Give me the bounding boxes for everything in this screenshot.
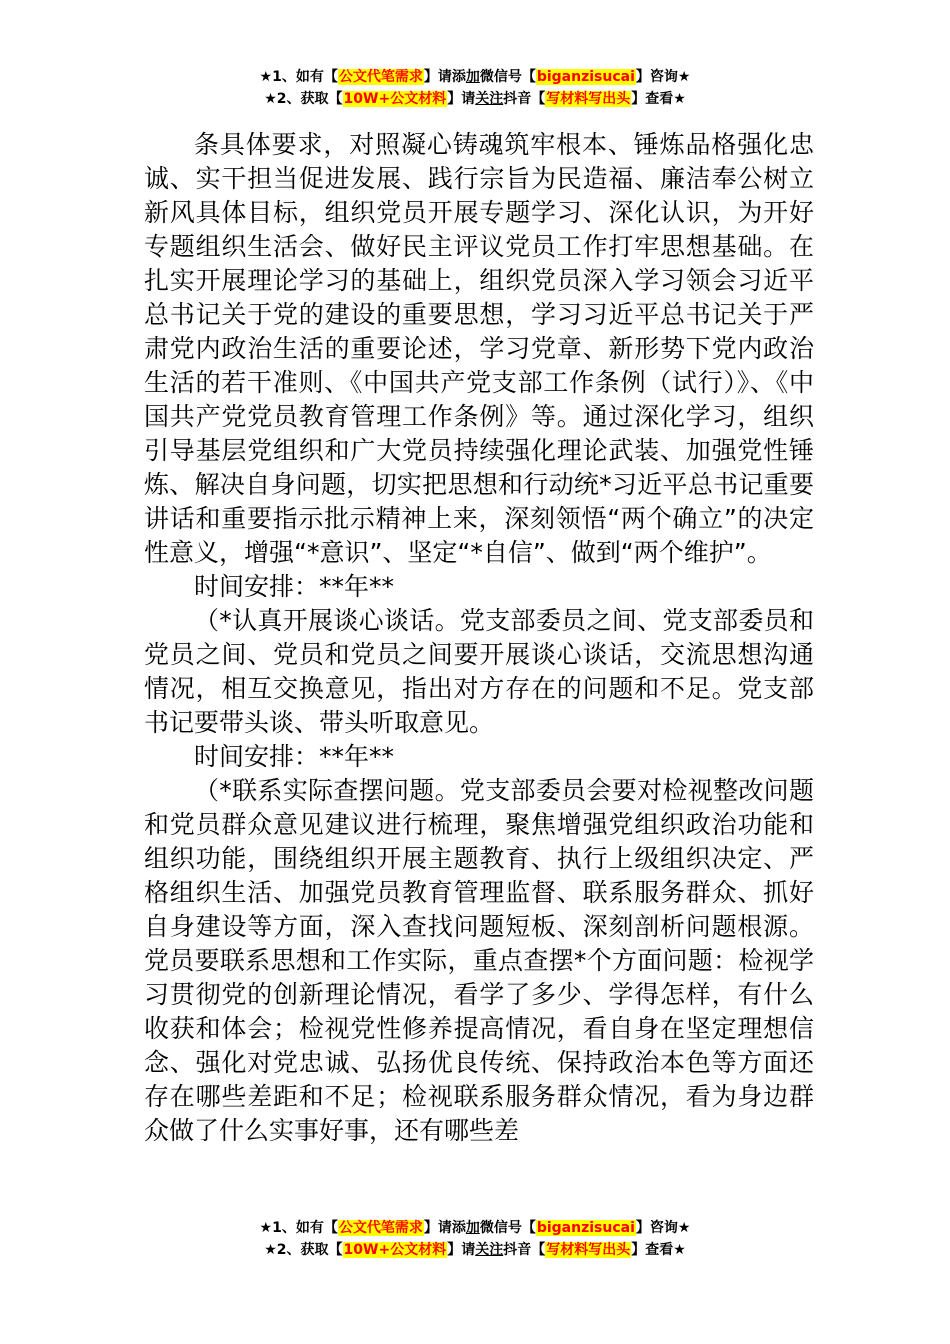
banner-text: 2、获取【 [276, 1242, 343, 1258]
banner-text: 】请 [447, 91, 476, 107]
paragraph-heart-to-heart-talks: （*认真开展谈心谈话。党支部委员之间、党支部委员和党员之间、党员和党员之间要开展谈心谈话，交流思想沟通情况，相互交换意见，指出对方存在的问题和不足。党支部书记要带头谈、带头听取意见。 [144, 606, 814, 737]
footer-banner [0, 1217, 950, 1261]
banner-text: 】查看★ [631, 91, 686, 107]
star-icon: ★ [264, 91, 277, 107]
paragraph-schedule-2: 时间安排：**年** [194, 742, 395, 771]
banner-text: 】请添 [423, 1220, 466, 1236]
paragraph-schedule-1: 时间安排：**年** [194, 572, 395, 601]
banner-text: 微信号【 [479, 69, 536, 85]
banner-text: 】请 [447, 1242, 476, 1258]
banner-text: 抖音【 [503, 1242, 546, 1258]
header-banner [0, 66, 950, 110]
wechat-id: biganzisucai [536, 69, 635, 85]
banner-text: 】咨询★ [635, 1220, 691, 1236]
banner-text: 1、如有【 [272, 69, 338, 85]
douyin-account: 写材料写出头 [546, 1242, 631, 1258]
wechat-id: biganzisucai [536, 1220, 635, 1236]
star-icon: ★ [264, 1242, 277, 1258]
underlined-text: 关注 [475, 1242, 504, 1258]
banner-text: 抖音【 [503, 91, 546, 107]
banner-text: 】咨询★ [635, 69, 691, 85]
banner-line-2 [0, 1239, 950, 1261]
banner-text: 】请添 [423, 69, 466, 85]
banner-text: 1、如有【 [272, 1220, 338, 1236]
banner-text: 微信号【 [479, 1220, 536, 1236]
highlight-text: 10W+公文材料 [343, 1242, 447, 1258]
underlined-text: 关注 [475, 91, 504, 107]
paragraph-study-requirements: 条具体要求，对照凝心铸魂筑牢根本、锤炼品格强化忠诚、实干担当促进发展、践行宗旨为民造福、廉洁奉公树立新风具体目标，组织党员开展专题学习、深化认识，为开好专题组织生活会、做好民主评议党员工作打牢思想基础。在扎实开展理论学习的基础上，组织党员深入学习领会习近平总书记关于党的建设的重要思想，学习习近平总书记关于严肃党内政治生活的重要论述，学习党章、新形势下党内政治生活的若干准则、《中国共产党支部工作条例（试行）》、《中国共产党党员教育管理工作条例》等。通过深化学习，组织引导基层党组织和广大党员持续强化理论武装、加强党性锤炼、解决自身问题，切实把思想和行动统*习近平总书记重要讲话和重要指示批示精神上来，深刻领悟“两个确立”的决定性意义，增强“*意识”、坚定“*自信”、做到“两个维护”。 [144, 130, 814, 567]
underlined-text: 加 [465, 1220, 480, 1236]
highlight-text: 公文代笔需求 [338, 1220, 423, 1236]
paragraph-problem-check: （*联系实际查摆问题。党支部委员会要对检视整改问题和党员群众意见建议进行梳理，聚焦增强党组织政治功能和组织功能，围绕组织开展主题教育、执行上级组织决定、严格组织生活、加强党员教育管理监督、联系服务群众、抓好自身建设等方面，深入查找问题短板、深刻剖析问题根源。党员要联系思想和工作实际，重点查摆*个方面问题：检视学习贯彻党的创新理论情况，看学了多少、学得怎样，有什么收获和体会；检视党性修养提高情况，看自身在坚定理想信念、强化对党忠诚、弘扬优良传统、保持政治本色等方面还存在哪些差距和不足；检视联系服务群众情况，看为身边群众做了什么实事好事，还有哪些差 [144, 776, 814, 1145]
banner-line-2 [0, 88, 950, 110]
star-icon: ★ [259, 1220, 273, 1236]
document-body [144, 128, 814, 1148]
banner-text: 】查看★ [631, 1242, 686, 1258]
underlined-text: 加 [465, 69, 480, 85]
banner-text: 2、获取【 [276, 91, 343, 107]
highlight-text: 10W+公文材料 [343, 91, 447, 107]
banner-line-1 [0, 66, 950, 88]
star-icon: ★ [259, 69, 273, 85]
douyin-account: 写材料写出头 [546, 91, 631, 107]
banner-line-1 [0, 1217, 950, 1239]
highlight-text: 公文代笔需求 [338, 69, 423, 85]
